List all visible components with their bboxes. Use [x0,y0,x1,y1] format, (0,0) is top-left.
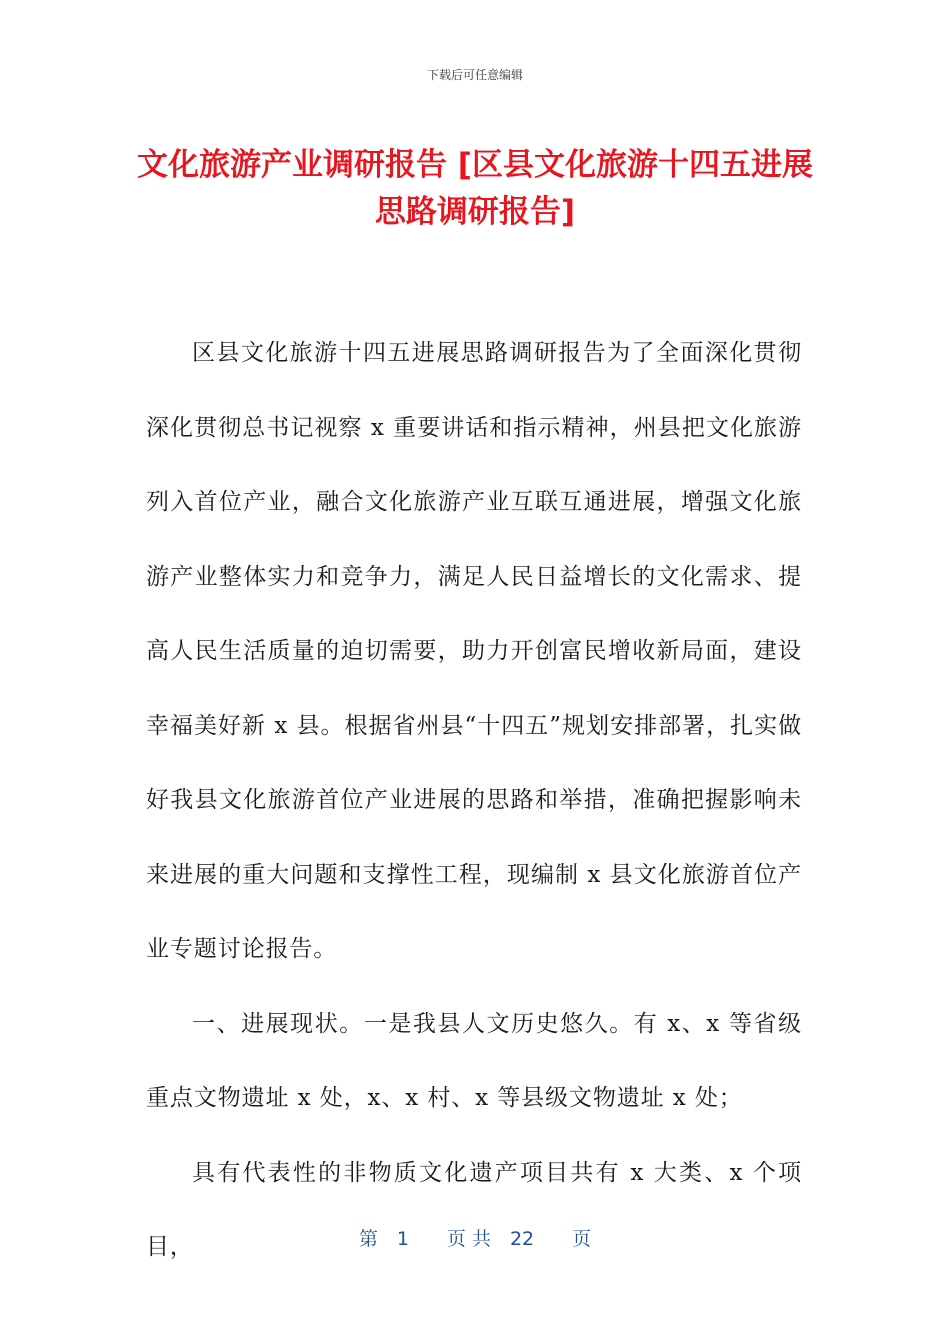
paragraph-status: 一、进展现状。一是我县人文历史悠久。有 x、x 等省级重点文物遗址 x 处，x、x 村、x 等县级文物遗址 x 处； [146,1010,802,1111]
paragraph-intro: 区县文化旅游十四五进展思路调研报告为了全面深化贯彻深化贯彻总书记视察 x 重要讲话和指示精神，州县把文化旅游列入首位产业，融合文化旅游产业互联互通进展，增强文化旅游产业整体实力和竞争力，满足人民日益增长的文化需求、提高人民生活质量的迫切需要，助力开创富民增收新局面，建设幸福美好新 x 县。根据省州县“十四五”规划安排部署，扎实做好我县文化旅游首位产业进展的思路和举措，准确把握影响未来进展的重大问题和支撑性工程，现编制 x 县文化旅游首位产业专题讨论报告。 [146,340,802,962]
document-body [146,316,802,1285]
paragraph-heritage: 具有代表性的非物质文化遗产项目共有 x 大类、x 个项目， [146,1159,802,1260]
document-title: 文化旅游产业调研报告 [区县文化旅游十四五进展思路调研报告] [137,147,813,230]
page-number-footer: 第 1 页 共 22 页 [358,1228,592,1250]
header-note: 下载后可任意编辑 [426,68,523,82]
